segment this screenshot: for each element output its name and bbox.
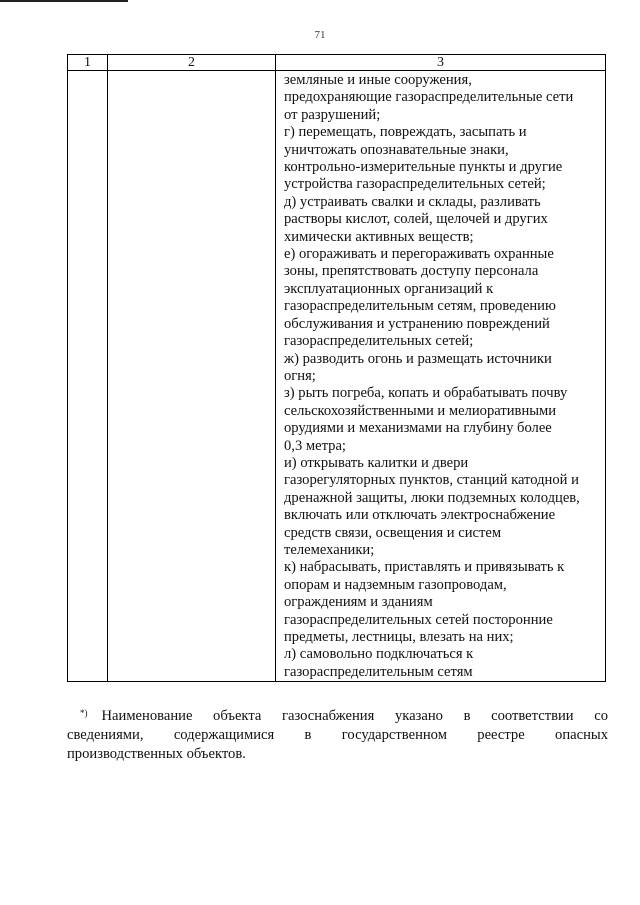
- table-header-row: [68, 55, 606, 71]
- text-line: орудиями и механизмами на глубину более: [284, 420, 552, 437]
- top-rule: [0, 0, 128, 2]
- text-line: л) самовольно подключаться к: [284, 646, 474, 663]
- text-line: включать или отключать электроснабжение: [284, 507, 556, 524]
- text-line: земляные и иные сооружения,: [284, 72, 472, 88]
- text-line: сельскохозяйственными и мелиоративными: [284, 402, 557, 419]
- page-number: 71: [314, 29, 326, 41]
- footnote-text-3: производственных объектов.: [67, 746, 246, 762]
- text-line: д) устраивать свалки и склады, разливать: [284, 193, 541, 210]
- text-line: средств связи, освещения и систем: [284, 524, 502, 541]
- text-line: газорегуляторных пунктов, станций катодной и: [284, 472, 579, 489]
- text-line: обслуживания и устранению повреждений: [284, 315, 550, 332]
- column-header-3: 3: [276, 55, 606, 71]
- text-line: уничтожать опознавательные знаки,: [284, 141, 509, 158]
- footnote-line-3: [67, 745, 608, 764]
- text-line: зоны, препятствовать доступу персонала: [284, 263, 539, 280]
- table-row: [68, 71, 606, 682]
- prohibitions-text: [276, 71, 605, 681]
- text-line: газораспределительных сетей;: [284, 333, 474, 350]
- text-line: опорам и надземным газопроводам,: [284, 576, 507, 593]
- table-cell-col1: [68, 71, 108, 682]
- footnote: [67, 707, 608, 764]
- text-line: растворы кислот, солей, щелочей и других: [284, 211, 548, 228]
- text-line: и) открывать калитки и двери: [284, 454, 469, 471]
- text-line: от разрушений;: [284, 106, 381, 123]
- text-line: предметы, лестницы, влезать на них;: [284, 629, 514, 645]
- table-cell-col2: [108, 71, 276, 682]
- text-line: дренажной защиты, люки подземных колодцев,: [284, 489, 580, 506]
- text-line: ограждениям и зданиям: [284, 594, 433, 611]
- text-line: е) огораживать и перегораживать охранные: [284, 246, 554, 263]
- text-line: устройства газораспределительных сетей;: [284, 176, 546, 193]
- text-line: ж) разводить огонь и размещать источники: [284, 350, 552, 367]
- document-table: [67, 54, 606, 682]
- text-line: з) рыть погреба, копать и обрабатывать почву: [284, 385, 568, 402]
- text-line: к) набрасывать, приставлять и привязывать к: [284, 559, 565, 576]
- text-line: телемеханики;: [284, 541, 375, 558]
- column-header-2: 2: [108, 55, 276, 71]
- footnote-line-2: [67, 726, 608, 745]
- text-line: газораспределительных сетей посторонние: [284, 611, 553, 628]
- footnote-text-2: сведениями, содержащимися в государственном реестре опасных: [67, 727, 608, 743]
- text-line: контрольно-измерительные пункты и другие: [284, 159, 563, 176]
- text-line: огня;: [284, 367, 316, 384]
- footnote-line-1: [80, 707, 608, 726]
- text-line: г) перемещать, повреждать, засыпать и: [284, 124, 527, 141]
- footnote-text-1: Наименование объекта газоснабжения указано в соответствии со: [101, 708, 608, 724]
- text-line: 0,3 метра;: [284, 437, 346, 454]
- text-line: эксплуатационных организаций к: [284, 280, 494, 297]
- table-cell-col3: [276, 71, 606, 682]
- text-line: химически активных веществ;: [284, 228, 474, 245]
- text-line: газораспределительным сетям: [284, 663, 473, 680]
- footnote-marker: *): [80, 708, 88, 718]
- column-header-1: 1: [68, 55, 108, 71]
- text-line: газораспределительным сетям, проведению: [284, 298, 556, 315]
- text-line: предохраняющие газораспределительные сети: [284, 89, 574, 106]
